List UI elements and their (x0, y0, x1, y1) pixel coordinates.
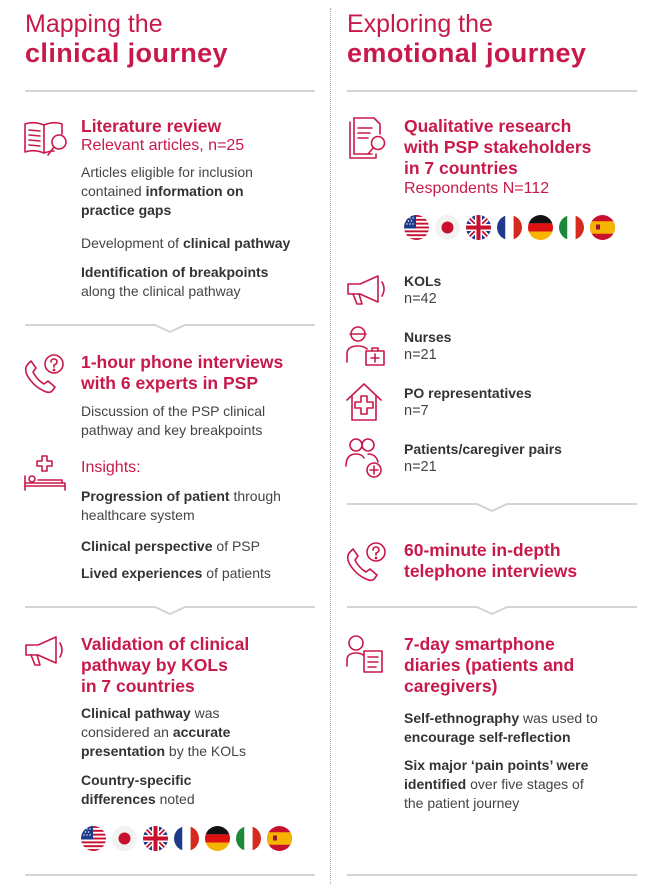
insight-1-c: healthcare system (81, 507, 195, 523)
tele-title-2: telephone interviews (404, 561, 578, 581)
left-title-line1: Mapping the (25, 10, 163, 38)
phone-p1-a: Discussion of the PSP clinical (81, 403, 266, 419)
valid-p1-f: by the KOLs (165, 743, 246, 759)
valid-title-3: in 7 countries (81, 676, 195, 696)
valid-title-1: Validation of clinical (81, 634, 250, 654)
lit-p1-a: Articles eligible for inclusion (81, 164, 253, 180)
literature-review-title: Literature review (81, 116, 222, 136)
phone-question-icon (344, 540, 390, 582)
valid-p2-c: noted (155, 791, 195, 807)
left-bottom-rule (25, 874, 315, 876)
valid-p2-b: differences (81, 791, 156, 807)
megaphone-icon (344, 272, 390, 308)
right-flag-france-icon (497, 215, 522, 240)
diary-p1-b: was used to (519, 710, 598, 726)
left-flag-italy-icon (236, 826, 261, 851)
valid-p2-a: Country-specific (81, 772, 192, 788)
right-flag-spain-icon (590, 215, 615, 240)
stakeholder-label: PO representatives (404, 385, 532, 401)
right-rule-notch-1 (347, 498, 637, 512)
lit-p1-b: contained (81, 183, 146, 199)
insight-3-b: of patients (202, 565, 271, 581)
diary-title-1: 7-day smartphone (404, 634, 555, 654)
lit-p2-b: clinical pathway (182, 235, 291, 251)
literature-review-text-2 (81, 234, 321, 253)
diary-title-2: diaries (patients and (404, 655, 575, 675)
left-rule-notch-2 (25, 601, 315, 615)
qualitative-research-subtitle: Respondents N=112 (404, 180, 550, 197)
stakeholder-count: n=21 (404, 459, 437, 475)
right-flag-italy-icon (559, 215, 584, 240)
right-flag-japan-icon (435, 215, 460, 240)
book-magnifier-icon (22, 116, 72, 162)
validation-text-2 (81, 771, 321, 809)
valid-p1-d: accurate (172, 724, 231, 740)
stakeholder-patients-caregivers (404, 440, 562, 476)
lit-p2-a: Development of (81, 235, 183, 251)
insight-1-b: through (229, 488, 281, 504)
phone-interviews-title (81, 352, 283, 394)
right-flag-germany-icon (528, 215, 553, 240)
column-divider (330, 8, 331, 884)
diary-p1-c: encourage self-reflection (404, 729, 571, 745)
valid-p1-e: presentation (81, 743, 166, 759)
right-column-header (347, 10, 586, 68)
phone-question-icon (22, 352, 68, 394)
diaries-text-1 (404, 709, 644, 747)
insight-2-a: Clinical perspective (81, 538, 213, 554)
lit-p1-d: practice gaps (81, 202, 172, 218)
stakeholder-count: n=42 (404, 291, 437, 307)
diary-title-3: caregivers) (404, 676, 498, 696)
hospital-bed-icon (22, 452, 68, 492)
house-cross-icon (344, 380, 390, 424)
right-flag-uk-icon (466, 215, 491, 240)
megaphone-icon (22, 633, 68, 669)
right-bottom-rule (347, 874, 637, 876)
insights-label: Insights: (81, 459, 141, 476)
valid-title-2: pathway by KOLs (81, 655, 228, 675)
left-flag-usa-icon (81, 826, 106, 851)
diary-p2-c: over five stages of (466, 776, 584, 792)
insight-3-a: Lived experiences (81, 565, 203, 581)
left-flag-germany-icon (205, 826, 230, 851)
right-title-line2: emotional journey (347, 38, 587, 68)
person-document-icon (344, 634, 390, 674)
left-flag-spain-icon (267, 826, 292, 851)
right-header-rule (347, 90, 637, 92)
left-flag-france-icon (174, 826, 199, 851)
lit-p1-c: information on (145, 183, 244, 199)
left-flag-japan-icon (112, 826, 137, 851)
right-rule-notch-2 (347, 601, 637, 615)
diary-p2-d: the patient journey (404, 795, 520, 811)
qualitative-research-title (404, 116, 591, 179)
validation-title (81, 634, 249, 697)
stakeholder-label: Patients/caregiver pairs (404, 441, 562, 457)
left-flag-uk-icon (143, 826, 168, 851)
right-title-line1: Exploring the (347, 10, 493, 38)
telephone-interviews-title (404, 540, 577, 582)
literature-review-subtitle: Relevant articles, n=25 (81, 137, 245, 154)
phone-p1-b: pathway and key breakpoints (81, 422, 263, 438)
patient-caregiver-icon (344, 436, 390, 480)
nurse-icon (344, 324, 390, 368)
stakeholder-nurses (404, 328, 451, 364)
literature-review-text-3 (81, 263, 321, 301)
insight-2 (81, 537, 321, 556)
diaries-title (404, 634, 574, 697)
left-header-rule (25, 90, 315, 92)
left-rule-notch-1 (25, 319, 315, 333)
insight-1-a: Progression of patient (81, 488, 230, 504)
stakeholder-po-representatives (404, 384, 532, 420)
qual-title-2: with PSP stakeholders (404, 137, 592, 157)
stakeholder-count: n=21 (404, 347, 437, 363)
diary-p2-a: Six major ‘pain points’ were (404, 757, 589, 773)
left-title-line2: clinical journey (25, 38, 228, 68)
validation-text-1 (81, 704, 321, 761)
lit-p3-b: along the clinical pathway (81, 283, 241, 299)
valid-p1-c: considered an (81, 724, 173, 740)
stakeholder-kols (404, 272, 441, 308)
right-flag-usa-icon (404, 215, 429, 240)
diary-p1-a: Self-ethnography (404, 710, 520, 726)
insight-1 (81, 487, 321, 525)
left-column-header (25, 10, 228, 68)
document-magnifier-icon (344, 116, 390, 164)
stakeholder-label: KOLs (404, 273, 442, 289)
lit-p3-a: Identification of breakpoints (81, 264, 269, 280)
stakeholder-label: Nurses (404, 329, 452, 345)
tele-title-1: 60-minute in-depth (404, 540, 561, 560)
literature-review-text-1 (81, 163, 321, 220)
phone-title-1: 1-hour phone interviews (81, 352, 284, 372)
qual-title-3: in 7 countries (404, 158, 518, 178)
qual-title-1: Qualitative research (404, 116, 572, 136)
phone-title-2: with 6 experts in PSP (81, 373, 258, 393)
insight-3 (81, 564, 321, 583)
phone-interviews-text (81, 402, 321, 440)
diary-p2-b: identified (404, 776, 467, 792)
insight-2-b: of PSP (212, 538, 260, 554)
valid-p1-b: was (190, 705, 220, 721)
diaries-text-2 (404, 756, 644, 813)
stakeholder-count: n=7 (404, 403, 429, 419)
valid-p1-a: Clinical pathway (81, 705, 191, 721)
